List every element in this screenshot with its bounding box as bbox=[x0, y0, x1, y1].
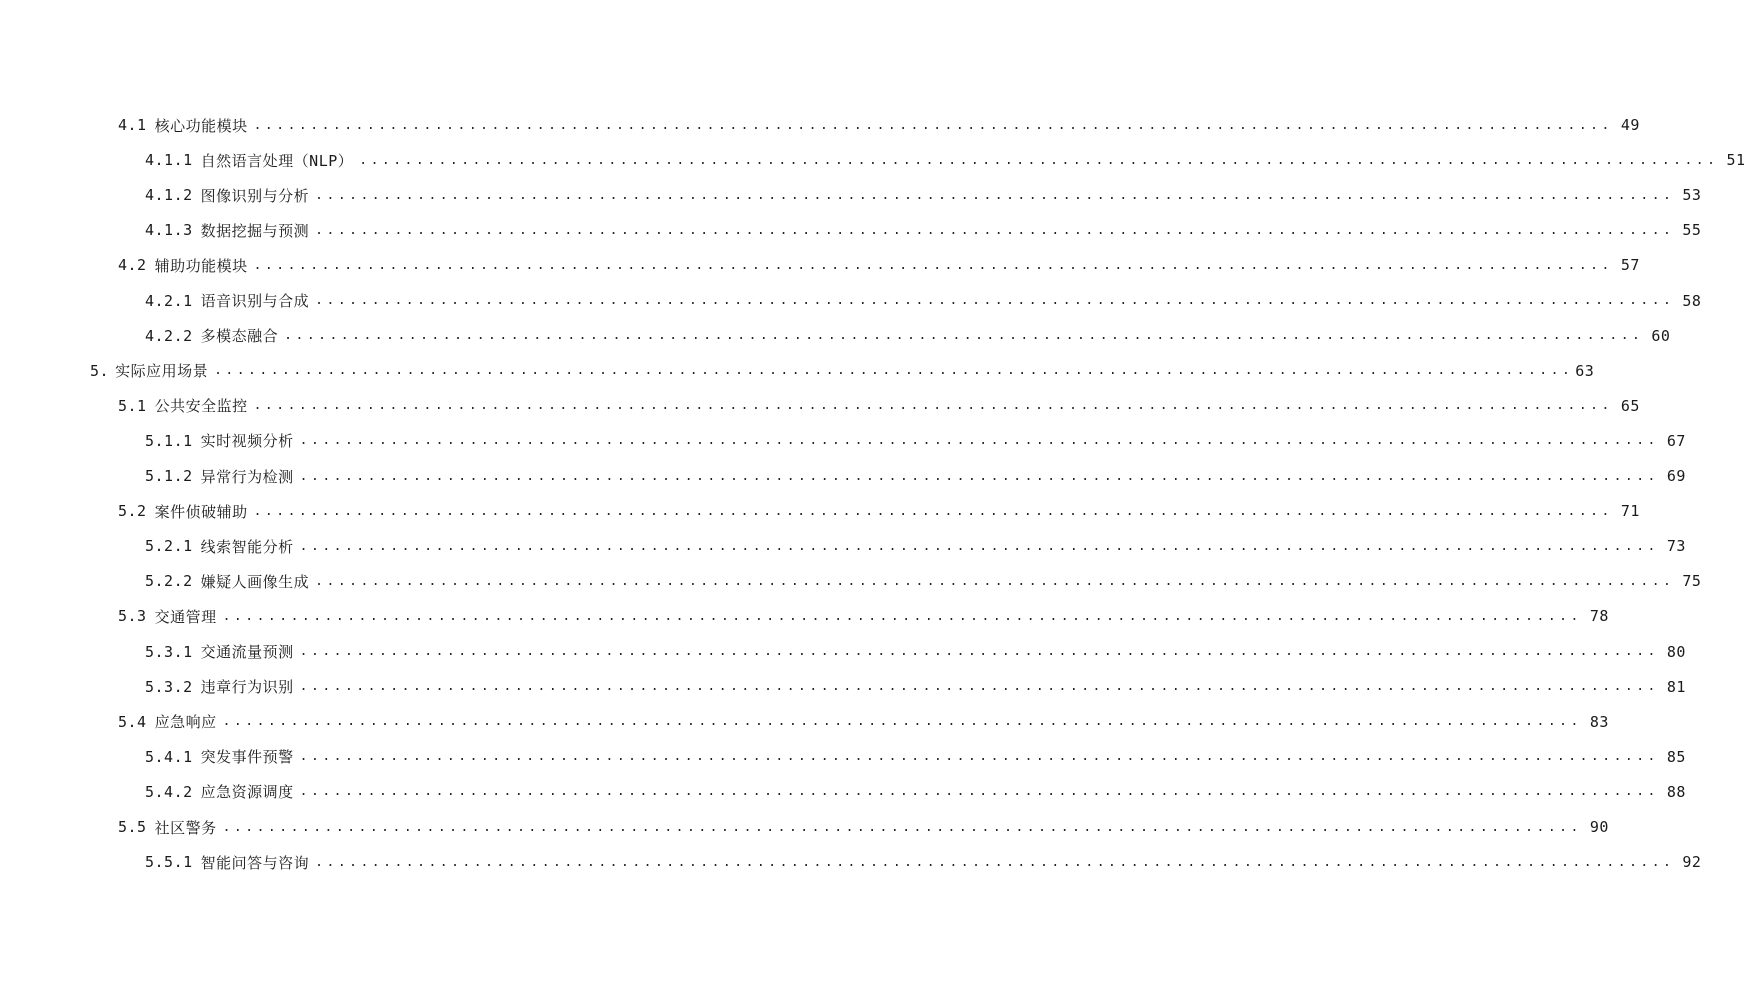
dot-leader: ........................................................................................................................ bbox=[299, 538, 1659, 554]
toc-entry[interactable] bbox=[118, 710, 1609, 734]
toc-entry-page-number: 69 bbox=[1666, 467, 1686, 485]
toc-entry-title: 应急响应 bbox=[154, 713, 217, 732]
dot-leader: ........................................................................................................................ bbox=[315, 854, 1675, 870]
dot-leader: ........................................................................................................................ bbox=[253, 503, 1613, 519]
toc-entry-title: 异常行为检测 bbox=[200, 467, 294, 486]
toc-entry-page-number: 58 bbox=[1682, 291, 1702, 310]
dot-leader: ........................................................................................................................ bbox=[315, 187, 1675, 203]
toc-entry-title: 突发事件预警 bbox=[200, 748, 294, 767]
toc-entry-number: 4.2.1 bbox=[145, 291, 193, 310]
toc-entry[interactable] bbox=[145, 429, 1686, 453]
toc-entry-number: 4.1.2 bbox=[145, 186, 193, 205]
toc-entry[interactable] bbox=[118, 815, 1609, 839]
toc-entry-title: 公共安全监控 bbox=[154, 397, 248, 416]
toc-entry-number: 5.3.2 bbox=[145, 677, 193, 696]
toc-entry-page-number: 67 bbox=[1666, 431, 1686, 450]
toc-entry-number: 4.1 bbox=[118, 116, 147, 134]
dot-leader: ........................................................................................................................ bbox=[222, 819, 1582, 835]
toc-entry-number: 5.1 bbox=[118, 396, 147, 415]
toc-entry-page-number: 85 bbox=[1666, 747, 1686, 766]
dot-leader: ........................................................................................................................ bbox=[359, 152, 1719, 168]
toc-entry[interactable] bbox=[145, 148, 1746, 172]
toc-entry-page-number: 63 bbox=[1575, 361, 1595, 380]
toc-entry-number: 5.2.1 bbox=[145, 537, 193, 556]
dot-leader: ........................................................................................................................ bbox=[284, 328, 1644, 344]
toc-entry-number: 5.3 bbox=[118, 607, 147, 626]
dot-leader: ........................................................................................................................ bbox=[253, 398, 1613, 414]
toc-entry-number: 5.1.2 bbox=[145, 467, 193, 485]
toc-entry-title: 自然语言处理（NLP） bbox=[200, 151, 354, 170]
toc-entry-page-number: 71 bbox=[1620, 502, 1640, 521]
dot-leader: ........................................................................................................................ bbox=[253, 257, 1613, 273]
toc-entry-number: 5.1.1 bbox=[145, 431, 193, 450]
toc-entry[interactable] bbox=[118, 253, 1640, 277]
toc-entry-title: 语音识别与合成 bbox=[200, 292, 310, 310]
toc-entry-number: 5.5.1 bbox=[145, 853, 193, 872]
toc-entry[interactable] bbox=[145, 640, 1686, 664]
toc-entry-page-number: 81 bbox=[1666, 677, 1686, 696]
toc-entry-page-number: 83 bbox=[1589, 712, 1609, 731]
toc-entry[interactable] bbox=[118, 394, 1640, 418]
toc-entry-number: 5.2 bbox=[118, 502, 147, 521]
toc-entry-number: 5.5 bbox=[118, 818, 147, 836]
dot-leader: ........................................................................................................................ bbox=[299, 749, 1659, 765]
toc-entry-number: 5.2.2 bbox=[145, 572, 193, 591]
toc-entry-title: 社区警务 bbox=[154, 818, 217, 837]
toc-entry-page-number: 92 bbox=[1682, 853, 1702, 872]
toc-entry[interactable] bbox=[145, 183, 1702, 207]
dot-leader: ........................................................................................................................ bbox=[299, 784, 1659, 800]
toc-entry[interactable] bbox=[145, 218, 1702, 242]
toc-entry-title: 违章行为识别 bbox=[200, 678, 294, 697]
dot-leader: ........................................................................................................................ bbox=[299, 468, 1659, 484]
toc-entry-page-number: 53 bbox=[1682, 186, 1702, 205]
toc-entry-title: 交通流量预测 bbox=[200, 643, 294, 661]
toc-entry-title: 图像识别与分析 bbox=[200, 186, 310, 205]
toc-entry-number: 4.2.2 bbox=[145, 326, 193, 345]
dot-leader: ........................................................................................................................ bbox=[222, 714, 1582, 730]
toc-entry-number: 4.1.3 bbox=[145, 221, 193, 240]
toc-entry-title: 应急资源调度 bbox=[200, 783, 294, 802]
toc-entry-title: 交通管理 bbox=[154, 607, 217, 626]
toc-entry[interactable] bbox=[145, 569, 1702, 593]
toc-entry-page-number: 55 bbox=[1682, 221, 1702, 240]
toc-entry[interactable] bbox=[118, 604, 1609, 628]
dot-leader: ........................................................................................................................ bbox=[214, 363, 1574, 379]
dot-leader: ........................................................................................................................ bbox=[253, 117, 1613, 133]
toc-entry-title: 数据挖掘与预测 bbox=[200, 221, 310, 240]
toc-entry-page-number: 80 bbox=[1666, 642, 1686, 661]
toc-entry[interactable] bbox=[145, 289, 1702, 313]
toc-entry[interactable] bbox=[145, 850, 1702, 874]
toc-entry-page-number: 78 bbox=[1589, 607, 1609, 626]
toc-entry-number: 5. bbox=[90, 361, 110, 380]
toc-entry[interactable] bbox=[145, 324, 1671, 348]
dot-leader: ........................................................................................................................ bbox=[222, 608, 1582, 624]
toc-entry-page-number: 60 bbox=[1651, 326, 1671, 345]
toc-entry-page-number: 73 bbox=[1666, 537, 1686, 556]
toc-entry-number: 5.4.1 bbox=[145, 747, 193, 766]
toc-entry-number: 4.1.1 bbox=[145, 151, 193, 170]
toc-entry[interactable] bbox=[145, 534, 1686, 558]
toc-entry[interactable] bbox=[145, 464, 1686, 488]
toc-entry-page-number: 57 bbox=[1620, 256, 1640, 275]
toc-entry-title: 嫌疑人画像生成 bbox=[200, 572, 310, 591]
dot-leader: ........................................................................................................................ bbox=[299, 644, 1659, 659]
toc-entry[interactable] bbox=[118, 113, 1640, 137]
toc-entry[interactable] bbox=[118, 499, 1640, 523]
dot-leader: ........................................................................................................................ bbox=[299, 433, 1659, 449]
toc-entry-number: 5.3.1 bbox=[145, 642, 193, 661]
toc-entry-number: 4.2 bbox=[118, 256, 147, 275]
toc-entry-page-number: 65 bbox=[1620, 396, 1640, 415]
toc-entry-title: 实时视频分析 bbox=[200, 432, 294, 451]
toc-entry-title: 辅助功能模块 bbox=[154, 256, 248, 275]
toc-entry-page-number: 90 bbox=[1589, 818, 1609, 836]
dot-leader: ........................................................................................................................ bbox=[315, 293, 1675, 308]
toc-entry-page-number: 51 bbox=[1726, 151, 1746, 170]
toc-entry[interactable] bbox=[90, 359, 1595, 383]
toc-entry-number: 5.4.2 bbox=[145, 782, 193, 801]
toc-entry-number: 5.4 bbox=[118, 712, 147, 731]
toc-entry-title: 多模态融合 bbox=[200, 327, 279, 346]
dot-leader: ........................................................................................................................ bbox=[315, 222, 1675, 238]
toc-entry-title: 核心功能模块 bbox=[154, 116, 248, 135]
dot-leader: ........................................................................................................................ bbox=[299, 679, 1659, 695]
toc-entry[interactable] bbox=[145, 675, 1686, 699]
toc-entry-page-number: 49 bbox=[1620, 116, 1640, 134]
toc-entry-page-number: 88 bbox=[1666, 782, 1686, 801]
toc-entry-title: 线索智能分析 bbox=[200, 537, 294, 556]
toc-entry[interactable] bbox=[145, 780, 1686, 804]
toc-entry-title: 智能问答与咨询 bbox=[200, 853, 310, 872]
toc-entry-title: 实际应用场景 bbox=[115, 362, 209, 381]
toc-entry-title: 案件侦破辅助 bbox=[154, 502, 248, 521]
toc-entry-page-number: 75 bbox=[1682, 572, 1702, 591]
toc-entry[interactable] bbox=[145, 745, 1686, 769]
dot-leader: ........................................................................................................................ bbox=[315, 573, 1675, 589]
